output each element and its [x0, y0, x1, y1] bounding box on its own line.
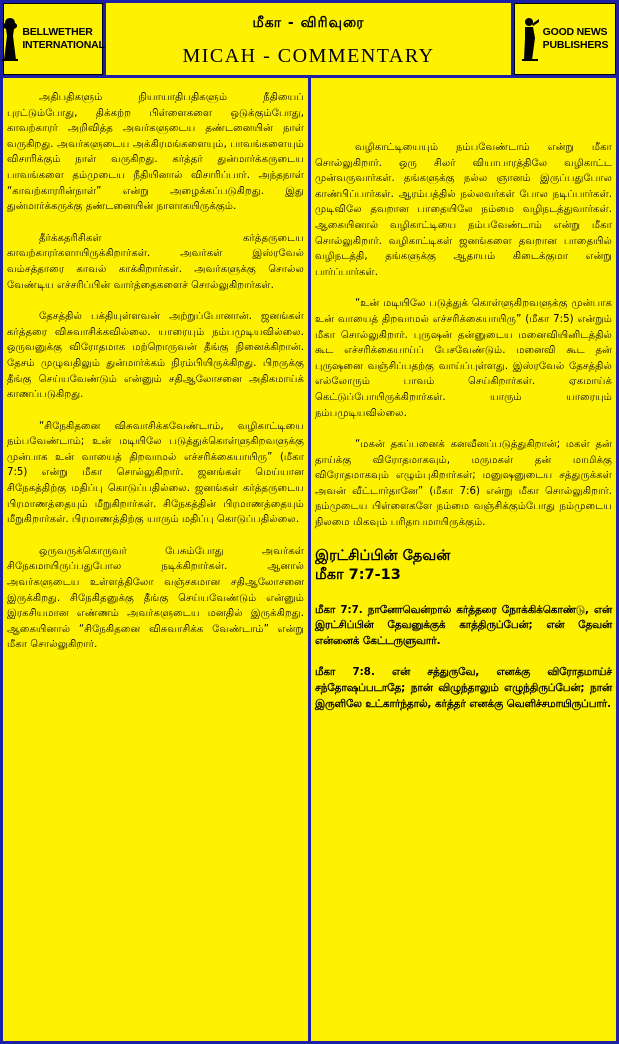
paragraph: வழிகாட்டியையும் நம்பவேண்டாம் என்று மீகா சொல்லுகிறார். ஒரு சிலர் வியாபாரத்திலே வழிகாட்ட முன்வருவார்கள். தங்களுக்கு நல்ல ஞானம் இருப்பதுபோல காண்பிப்பார்கள். ஆரம்பத்தில் நல்லவர்கள் போல நடிப்பார்கள். முடிவிலே தவறான பாதையிலே நம்மை வழிநடத்துவார்கள். ஆகையினால் வழிகாட்டியை நம்பவேண்டாம் என்று மீகா சொல்லுகிறார். வழிகாட்டிகள் ஜனங்களை தவறான பாதையில் வழிநடத்தி, தங்களுக்கு ஆதாயம் கிடைக்குமா என்று பார்ப்பார்கள்.	[315, 142, 612, 278]
paragraph: தேசத்தில் பக்தியுள்ளவன் அற்றுப்போனான். ஜனங்கள் கர்த்தரை விசுவாசிக்கவில்லை. யாரையும் நம்பமுடியவில்லை. ஒருவனுக்கு விரோதமாக மற்றொருவன் தீங்கு நினைக்கிறான். தேசம் முழுவதிலும் துன்மார்க்கம் நிரம்பியிருக்கிறது. பிறருக்கு தீங்கு செய்யவேண்டும் என்னும் சதிஆலோசனை அதிகமாய்க் காணப்படுகிறது.	[7, 311, 304, 401]
paragraph: தீர்க்கதரிசிகள் கர்த்தருடைய காவற்காரர்களாயிருக்கிறார்கள். அவர்கள் இஸ்ரவேல் வம்சத்தாரை காவல் காக்கிறார்கள். அவர்களுக்கு சொல்ல வேண்டிய எச்சரிப்பின் வார்த்தைகளைச் சொல்லுகிறார்கள்.	[7, 232, 304, 291]
paragraph: “மகன் தகப்பனைக் கனவீனப்படுத்துகிறான்; மகள் தன் தாய்க்கு விரோதமாகவும், மருமகள் தன் மாமிக்கு விரோதமாகவும் எழும்புகிறார்கள்; மனுஷனுடைய சத்துருக்கள் அவன் வீட்டார்தானே” (மீகா 7:6) என்று மீகா சொல்லுகிறார். நம்முடைய பிள்ளைகளே நம்மை வஞ்சிக்கும்போது நம்முடைய நிலமை மிகவும் பரிதாபமாயிருக்கும்.	[315, 439, 612, 529]
paragraph: ஒருவருக்கொருவர் பேசும்போது அவர்கள் சிநேகமாயிருப்பதுபோல நடிக்கிறார்கள். ஆனால் அவர்களுடைய உள்ளத்திலோ வஞ்சகமான சதிஆலோசனை இருக்கிறது. சிநேகிதனுக்கு தீங்கு செய்யவேண்டும் என்னும் இரகசியமான எண்ணம் அவர்களுடைய மனதில் இருக்கிறது. ஆகையினால் “சிநேகிதனை விசுவாசிக்க வேண்டாம்” என்று மீகா சொல்லுகிறார்.	[7, 545, 304, 651]
page-title-tamil: மீகா - விரிவுரை	[252, 15, 365, 31]
bellwether-logo-text: BELLWETHER INTERNATIONAL	[22, 26, 105, 51]
good-news-publishers-logo-text: GOOD NEWS PUBLISHERS	[542, 26, 609, 51]
good-news-publishers-logo	[514, 3, 616, 75]
right-column	[311, 78, 616, 1041]
paragraph: அதிபதிகளும் நியாயாதிபதிகளும் நீதியைப் புரட்டும்போது, திக்கற்ற பிள்ளைகளை ஒடுக்கும்போது, காவற்காரர் அறிவித்த அவர்களுடைய தண்டனையின் நாள் வருகிறது. அவர்களுடைய அக்கிரமங்களையும், பாவங்களையும் விசாரிக்கும் நாள் வருகிறது. கர்த்தர் துன்மார்க்கருடைய பாவங்களை தம்முடைய நீதியினால் விசாரிப்பார். அந்தநாள் “காவற்காரரின்நாள்” என்று அழைக்கப்படுகிறது. இது துன்மார்க்கருக்கு தண்டனையின் நாளாகயிருக்கும்.	[7, 92, 304, 213]
page-header	[106, 3, 511, 75]
page-title-english: MICAH - COMMENTARY	[182, 45, 435, 67]
scripture-verse: மீகா 7:8. என் சத்துருவே, எனக்கு விரோதமாய்ச் சந்தோஷப்படாதே; நான் விழுந்தாலும் எழுந்திருப்பேன்; நான் இருளிலே உட்கார்ந்தால், கர்த்தர் எனக்கு வெளிச்சமாயிருப்பார்.	[315, 666, 612, 710]
scripture-verse: மீகா 7:7. நானோவென்றால் கர்த்தரை நோக்கிக்கொண்டு, என் இரட்சிப்பின் தேவனுக்குக் காத்திருப்பேன்; என் தேவன் என்னைக் கேட்டருளுவார்.	[315, 603, 612, 647]
section-heading: இரட்சிப்பின் தேவன் மீகா 7:7-13	[315, 547, 451, 583]
bellwether-logo	[3, 3, 103, 75]
paragraph: “சிநேகிதனை விசுவாசிக்கவேண்டாம், வழிகாட்டியை நம்பவேண்டாம்; உன் மடியிலே படுத்துக்கொள்ளுகிறவளுக்கு முன்பாக உன் வாயைத் திறவாமல் எச்சரிக்கையாயிரு” (மீகா 7:5) என்று மீகா சொல்லுகிறார். ஜனங்கள் மெய்யான சிநேகத்திற்கு மதிப்பு கொடுப்பதில்லை. ஜனங்கள் கர்த்தருடைய பிரமாணத்தையும் மீறுகிறார்கள். சிநேகத்தின் பிரமாணத்தையும் மீறுகிறார்கள். பிரமாணத்திற்கு யாரும் மதிப்பு கொடுப்பதில்லை.	[7, 420, 304, 526]
herald-trumpeter-icon	[522, 16, 540, 62]
ram-silhouette-icon	[1, 16, 19, 62]
paragraph: “உன் மடியிலே படுத்துக் கொள்ளுகிறவளுக்கு முன்பாக உன் வாயைத் திறவாமல் எச்சரிக்கையாயிரு” (மீகா 7:5) என்றும் மீகா சொல்லுகிறார். புருஷன் தன்னுடைய மனைவியினிடத்தில் கூட எச்சரிக்கையாய்ப் பேசவேண்டும். மனைவி கூட தன் புருஷனை வஞ்சிப்பதற்கு வாய்ப்புள்ளது. இஸ்ரவேல் தேசத்தில் எல்லோரும் பாவம் செய்கிறார்கள். ஏகமாய்க் கெட்டுப்போயிருக்கிறார்கள். யாரும் யாரையும் நம்பமுடியவில்லை.	[315, 298, 612, 419]
left-column	[3, 78, 308, 1041]
